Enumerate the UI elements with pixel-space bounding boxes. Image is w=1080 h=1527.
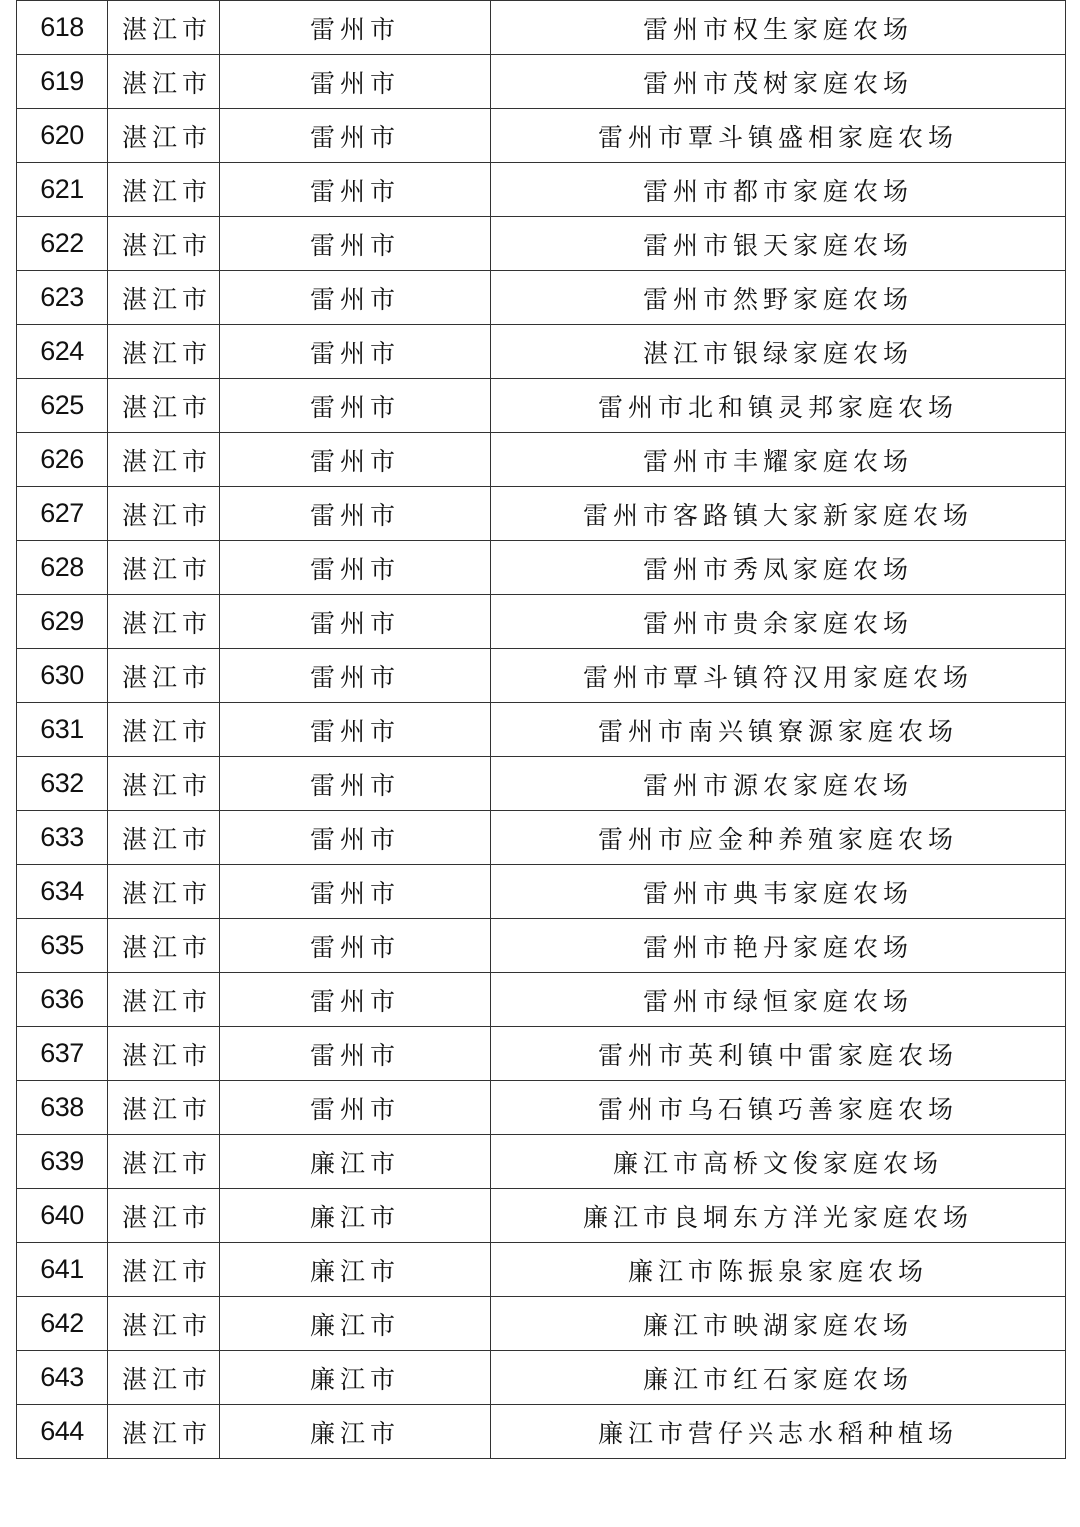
county-cell: 雷州市 <box>220 595 491 649</box>
farm-name-cell: 雷州市覃斗镇符汉用家庭农场 <box>491 649 1066 703</box>
farm-list-table <box>16 0 1066 1459</box>
city-cell: 湛江市 <box>108 163 220 217</box>
table-row <box>17 1027 1066 1081</box>
county-cell: 雷州市 <box>220 703 491 757</box>
row-number-cell: 630 <box>17 649 108 703</box>
farm-name-cell: 雷州市秀凤家庭农场 <box>491 541 1066 595</box>
row-number-cell: 644 <box>17 1405 108 1459</box>
table-row <box>17 379 1066 433</box>
county-cell: 雷州市 <box>220 1 491 55</box>
table-row <box>17 811 1066 865</box>
farm-name-cell: 雷州市乌石镇巧善家庭农场 <box>491 1081 1066 1135</box>
table-row <box>17 757 1066 811</box>
city-cell: 湛江市 <box>108 595 220 649</box>
table-row <box>17 163 1066 217</box>
row-number-cell: 628 <box>17 541 108 595</box>
city-cell: 湛江市 <box>108 1189 220 1243</box>
farm-name-cell: 雷州市贵余家庭农场 <box>491 595 1066 649</box>
row-number-cell: 620 <box>17 109 108 163</box>
county-cell: 雷州市 <box>220 109 491 163</box>
county-cell: 廉江市 <box>220 1135 491 1189</box>
table-body <box>17 1 1066 1459</box>
city-cell: 湛江市 <box>108 271 220 325</box>
table-row <box>17 1405 1066 1459</box>
city-cell: 湛江市 <box>108 1 220 55</box>
table-row <box>17 55 1066 109</box>
city-cell: 湛江市 <box>108 973 220 1027</box>
table-row <box>17 1 1066 55</box>
row-number-cell: 625 <box>17 379 108 433</box>
table-row <box>17 325 1066 379</box>
table-row <box>17 919 1066 973</box>
farm-name-cell: 雷州市权生家庭农场 <box>491 1 1066 55</box>
farm-name-cell: 湛江市银绿家庭农场 <box>491 325 1066 379</box>
city-cell: 湛江市 <box>108 541 220 595</box>
table-row <box>17 217 1066 271</box>
farm-name-cell: 雷州市应金种养殖家庭农场 <box>491 811 1066 865</box>
farm-name-cell: 廉江市良垌东方洋光家庭农场 <box>491 1189 1066 1243</box>
county-cell: 雷州市 <box>220 649 491 703</box>
county-cell: 雷州市 <box>220 271 491 325</box>
city-cell: 湛江市 <box>108 1297 220 1351</box>
table-row <box>17 865 1066 919</box>
row-number-cell: 632 <box>17 757 108 811</box>
county-cell: 雷州市 <box>220 757 491 811</box>
row-number-cell: 631 <box>17 703 108 757</box>
city-cell: 湛江市 <box>108 217 220 271</box>
county-cell: 雷州市 <box>220 55 491 109</box>
city-cell: 湛江市 <box>108 433 220 487</box>
city-cell: 湛江市 <box>108 1405 220 1459</box>
table-row <box>17 1135 1066 1189</box>
row-number-cell: 636 <box>17 973 108 1027</box>
county-cell: 雷州市 <box>220 1027 491 1081</box>
city-cell: 湛江市 <box>108 487 220 541</box>
county-cell: 雷州市 <box>220 541 491 595</box>
table-row <box>17 271 1066 325</box>
row-number-cell: 626 <box>17 433 108 487</box>
city-cell: 湛江市 <box>108 325 220 379</box>
city-cell: 湛江市 <box>108 1027 220 1081</box>
table-row <box>17 649 1066 703</box>
row-number-cell: 638 <box>17 1081 108 1135</box>
farm-name-cell: 雷州市茂树家庭农场 <box>491 55 1066 109</box>
row-number-cell: 635 <box>17 919 108 973</box>
county-cell: 廉江市 <box>220 1297 491 1351</box>
county-cell: 雷州市 <box>220 973 491 1027</box>
table-row <box>17 433 1066 487</box>
row-number-cell: 623 <box>17 271 108 325</box>
row-number-cell: 621 <box>17 163 108 217</box>
county-cell: 廉江市 <box>220 1189 491 1243</box>
county-cell: 雷州市 <box>220 811 491 865</box>
county-cell: 廉江市 <box>220 1405 491 1459</box>
row-number-cell: 639 <box>17 1135 108 1189</box>
farm-name-cell: 雷州市客路镇大家新家庭农场 <box>491 487 1066 541</box>
farm-name-cell: 雷州市都市家庭农场 <box>491 163 1066 217</box>
county-cell: 廉江市 <box>220 1243 491 1297</box>
county-cell: 雷州市 <box>220 919 491 973</box>
farm-name-cell: 雷州市北和镇灵邦家庭农场 <box>491 379 1066 433</box>
county-cell: 雷州市 <box>220 379 491 433</box>
city-cell: 湛江市 <box>108 1351 220 1405</box>
table-row <box>17 109 1066 163</box>
row-number-cell: 640 <box>17 1189 108 1243</box>
row-number-cell: 633 <box>17 811 108 865</box>
farm-name-cell: 廉江市陈振泉家庭农场 <box>491 1243 1066 1297</box>
city-cell: 湛江市 <box>108 865 220 919</box>
farm-name-cell: 雷州市丰耀家庭农场 <box>491 433 1066 487</box>
table-row <box>17 595 1066 649</box>
city-cell: 湛江市 <box>108 1081 220 1135</box>
farm-name-cell: 廉江市高桥文俊家庭农场 <box>491 1135 1066 1189</box>
row-number-cell: 642 <box>17 1297 108 1351</box>
farm-name-cell: 雷州市绿恒家庭农场 <box>491 973 1066 1027</box>
farm-name-cell: 雷州市银天家庭农场 <box>491 217 1066 271</box>
city-cell: 湛江市 <box>108 379 220 433</box>
table-row <box>17 487 1066 541</box>
row-number-cell: 619 <box>17 55 108 109</box>
row-number-cell: 634 <box>17 865 108 919</box>
table-row <box>17 1243 1066 1297</box>
table-row <box>17 1297 1066 1351</box>
county-cell: 雷州市 <box>220 325 491 379</box>
farm-name-cell: 雷州市南兴镇寮源家庭农场 <box>491 703 1066 757</box>
county-cell: 雷州市 <box>220 487 491 541</box>
farm-name-cell: 雷州市英利镇中雷家庭农场 <box>491 1027 1066 1081</box>
table-row <box>17 1081 1066 1135</box>
row-number-cell: 629 <box>17 595 108 649</box>
row-number-cell: 643 <box>17 1351 108 1405</box>
city-cell: 湛江市 <box>108 703 220 757</box>
farm-name-cell: 廉江市映湖家庭农场 <box>491 1297 1066 1351</box>
table-row <box>17 1351 1066 1405</box>
farm-name-cell: 雷州市典韦家庭农场 <box>491 865 1066 919</box>
farm-list-table-container <box>16 0 1065 1459</box>
county-cell: 雷州市 <box>220 163 491 217</box>
county-cell: 廉江市 <box>220 1351 491 1405</box>
farm-name-cell: 雷州市覃斗镇盛相家庭农场 <box>491 109 1066 163</box>
farm-name-cell: 雷州市艳丹家庭农场 <box>491 919 1066 973</box>
city-cell: 湛江市 <box>108 1135 220 1189</box>
city-cell: 湛江市 <box>108 757 220 811</box>
city-cell: 湛江市 <box>108 109 220 163</box>
row-number-cell: 637 <box>17 1027 108 1081</box>
table-row <box>17 703 1066 757</box>
row-number-cell: 618 <box>17 1 108 55</box>
row-number-cell: 622 <box>17 217 108 271</box>
city-cell: 湛江市 <box>108 649 220 703</box>
county-cell: 雷州市 <box>220 1081 491 1135</box>
farm-name-cell: 廉江市红石家庭农场 <box>491 1351 1066 1405</box>
row-number-cell: 624 <box>17 325 108 379</box>
row-number-cell: 627 <box>17 487 108 541</box>
county-cell: 雷州市 <box>220 217 491 271</box>
row-number-cell: 641 <box>17 1243 108 1297</box>
county-cell: 雷州市 <box>220 433 491 487</box>
city-cell: 湛江市 <box>108 919 220 973</box>
city-cell: 湛江市 <box>108 55 220 109</box>
farm-name-cell: 雷州市源农家庭农场 <box>491 757 1066 811</box>
table-row <box>17 973 1066 1027</box>
farm-name-cell: 雷州市然野家庭农场 <box>491 271 1066 325</box>
city-cell: 湛江市 <box>108 1243 220 1297</box>
table-row <box>17 541 1066 595</box>
city-cell: 湛江市 <box>108 811 220 865</box>
table-row <box>17 1189 1066 1243</box>
farm-name-cell: 廉江市营仔兴志水稻种植场 <box>491 1405 1066 1459</box>
county-cell: 雷州市 <box>220 865 491 919</box>
